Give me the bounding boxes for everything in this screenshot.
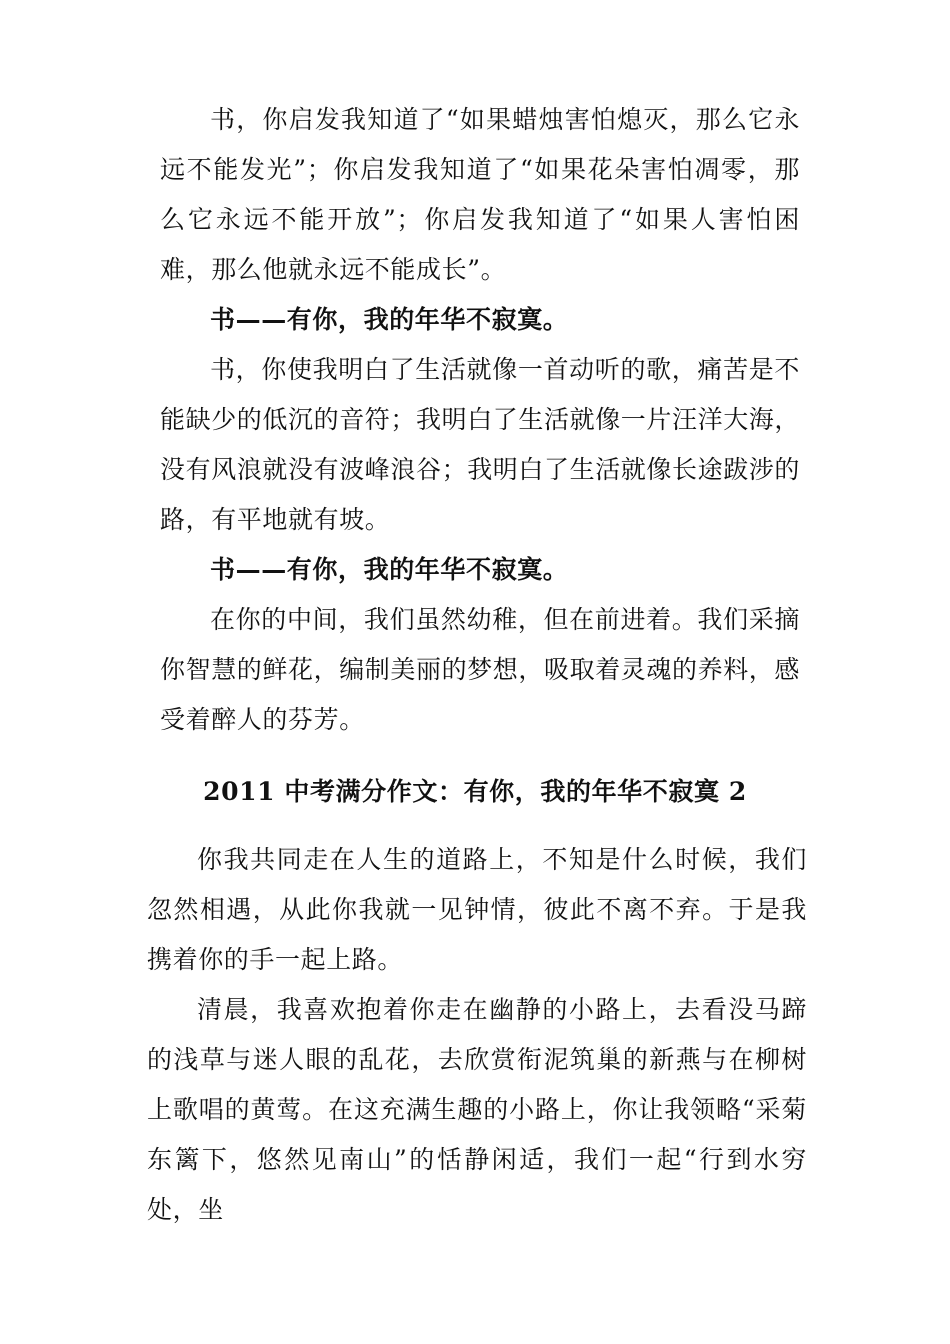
refrain-line-2: 书——有你，我的年华不寂寞。 bbox=[210, 555, 569, 584]
paragraph-in-your-midst: 在你的中间，我们虽然幼稚，但在前进着。我们采摘你智慧的鲜花，编制美丽的梦想，吸取着灵魂的养料，感受着醉人的芬芳。 bbox=[160, 605, 801, 734]
paragraph-life-like-song: 书，你使我明白了生活就像一首动听的歌，痛苦是不能缺少的低沉的音符；我明白了生活就像一片汪洋大海，没有风浪就没有波峰浪谷；我明白了生活就像长途跋涉的路，有平地就有坡。 bbox=[160, 355, 801, 534]
paragraph-meeting-you: 你我共同走在人生的道路上，不知是什么时候，我们忽然相遇，从此你我就一见钟情，彼此不离不弃。于是我携着你的手一起上路。 bbox=[147, 845, 807, 974]
essay-title-heading: 2011 中考满分作文：有你，我的年华不寂寞 2 bbox=[203, 777, 747, 806]
paragraph-morning-walk: 清晨，我喜欢抱着你走在幽静的小路上，去看没马蹄的浅草与迷人眼的乱花，去欣赏衔泥筑巢的新燕与在柳树上歌唱的黄莺。在这充满生趣的小路上，你让我领略“采菊东篱下，悠然见南山”的恬静闲适，我们一起“行到水穷处，坐 bbox=[147, 995, 807, 1224]
paragraph-book-inspiration: 书，你启发我知道了“如果蜡烛害怕熄灭，那么它永远不能发光”；你启发我知道了“如果花朵害怕凋零，那么它永远不能开放”；你启发我知道了“如果人害怕困难，那么他就永远不能成长”。 bbox=[160, 105, 800, 284]
refrain-line-1: 书——有你，我的年华不寂寞。 bbox=[210, 305, 569, 334]
